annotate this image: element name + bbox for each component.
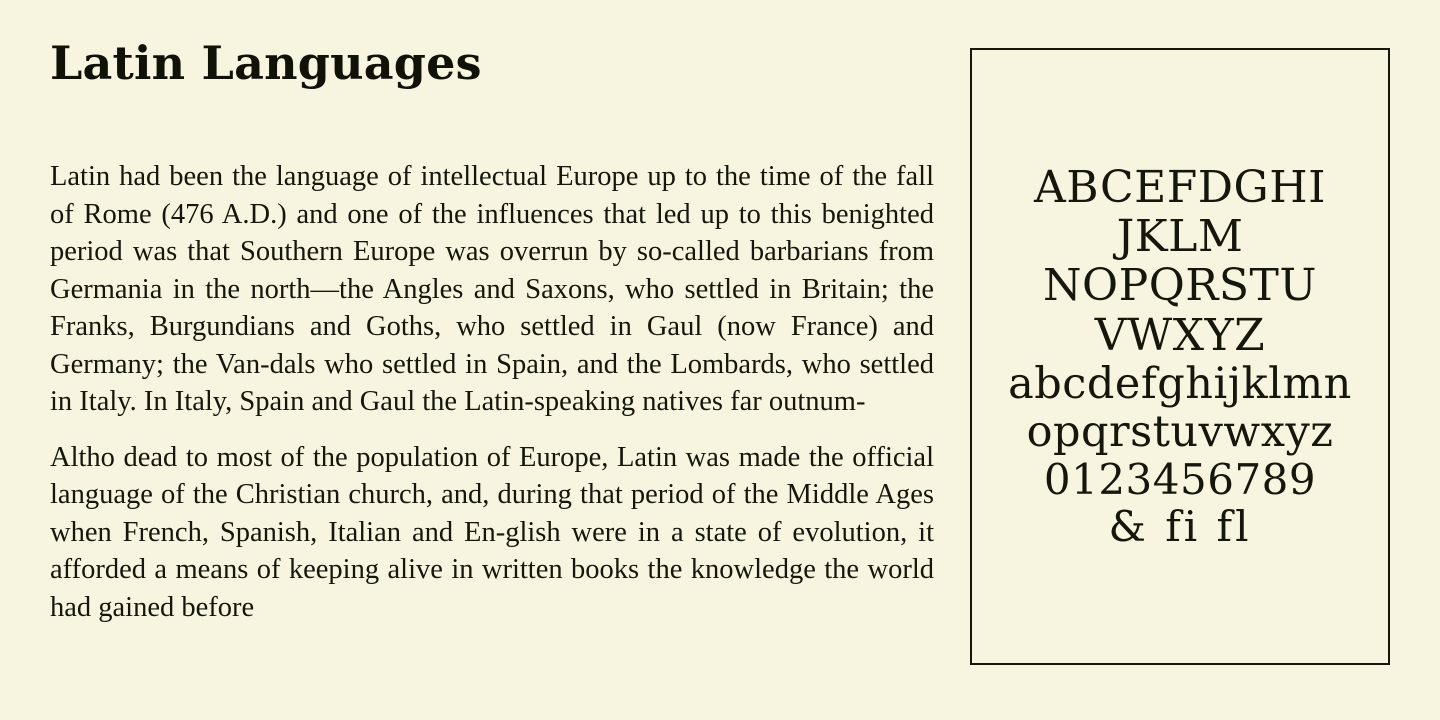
glyph-line: ABCEFDGHI xyxy=(1034,161,1326,213)
body-paragraph: Altho dead to most of the population of Europe, Latin was made the official language of the Christian church, and, during that period of the Middle Ages when French, Spanish, Italian and En-glish were in a state of evolution, it afforded a means of keeping alive in written books the knowledge the world had gained before xyxy=(50,441,934,623)
glyph-specimen-panel xyxy=(970,48,1390,665)
glyph-line: NOPQRSTU xyxy=(1043,260,1317,312)
glyph-line: & fi fl xyxy=(1108,502,1252,552)
glyph-line: VWXYZ xyxy=(1094,309,1266,361)
glyph-line: abcdefghijklmn xyxy=(1008,358,1352,409)
body-paragraph: Latin had been the language of intellectual Europe up to the time of the fall of Rome (476 A.D.) and one of the influences that led up to this benighted period was that Southern Europe was overrun by so-called barbarians from Germania in the north—the Angles and Saxons, who settled in Britain; the Franks, Burgundians and Goths, who settled in Gaul (now France) and Germany; the Van-dals who settled in Spain, and the Lombards, who settled in Italy. In Italy, Spain and Gaul the Latin-speaking natives far outnum- xyxy=(50,161,934,417)
glyph-line: JKLM xyxy=(1116,211,1244,263)
glyph-line: opqrstuvwxyz xyxy=(1026,407,1334,457)
body-text-column xyxy=(50,158,934,626)
glyph-line: 0123456789 xyxy=(1043,455,1317,505)
page-title: Latin Languages xyxy=(50,36,482,90)
